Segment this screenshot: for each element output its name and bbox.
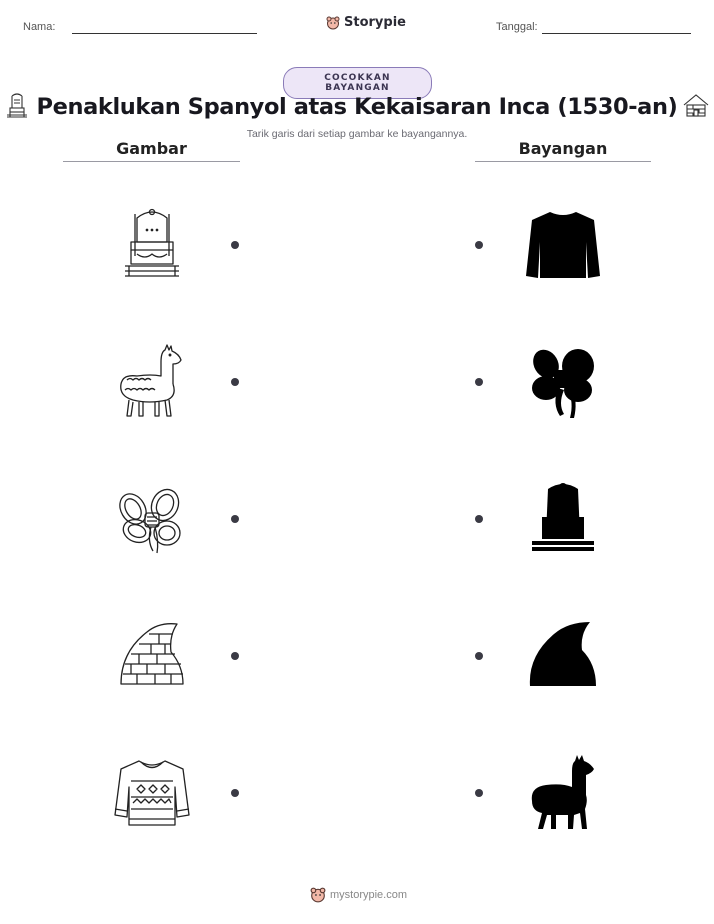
right-column-rule	[475, 161, 651, 162]
left-dot[interactable]	[231, 378, 239, 386]
footer-url[interactable]: mystorypie.com	[330, 889, 408, 901]
right-dot[interactable]	[475, 241, 483, 249]
name-field[interactable]	[72, 33, 257, 34]
right-dot[interactable]	[475, 515, 483, 523]
llama-icon[interactable]	[107, 338, 197, 428]
storypie-mascot-icon	[310, 887, 326, 903]
left-dot[interactable]	[231, 515, 239, 523]
left-dot[interactable]	[231, 241, 239, 249]
llama-silhouette[interactable]	[518, 749, 608, 839]
date-label: Tanggal:	[496, 21, 538, 33]
storypie-mascot-icon	[326, 16, 340, 30]
throne-silhouette[interactable]	[518, 475, 608, 565]
date-field[interactable]	[542, 33, 691, 34]
page-title: Penaklukan Spanyol atas Kekaisaran Inca (1530-an)	[36, 94, 678, 120]
activity-badge: COCOKKAN BAYANGAN	[283, 67, 432, 99]
throne-decor-icon	[4, 92, 30, 120]
throne-icon[interactable]	[107, 200, 197, 290]
left-dot[interactable]	[231, 652, 239, 660]
name-label: Nama:	[23, 21, 56, 33]
right-dot[interactable]	[475, 789, 483, 797]
brand-name: Storypie	[344, 15, 406, 30]
left-column-rule	[63, 161, 240, 162]
right-dot[interactable]	[475, 652, 483, 660]
yarn-bundle-icon[interactable]	[107, 475, 197, 565]
right-dot[interactable]	[475, 378, 483, 386]
right-column-heading: Bayangan	[518, 139, 608, 158]
left-column-heading: Gambar	[116, 139, 187, 158]
stone-hut-silhouette[interactable]	[518, 612, 608, 702]
instructions: Tarik garis dari setiap gambar ke bayangannya.	[246, 128, 468, 140]
hut-decor-icon	[682, 92, 710, 120]
brand-logo	[326, 15, 406, 30]
sweater-icon[interactable]	[107, 749, 197, 839]
footer	[310, 887, 407, 903]
stone-hut-icon[interactable]	[107, 612, 197, 702]
yarn-bundle-silhouette[interactable]	[518, 338, 608, 428]
sweater-silhouette[interactable]	[518, 200, 608, 290]
left-dot[interactable]	[231, 789, 239, 797]
